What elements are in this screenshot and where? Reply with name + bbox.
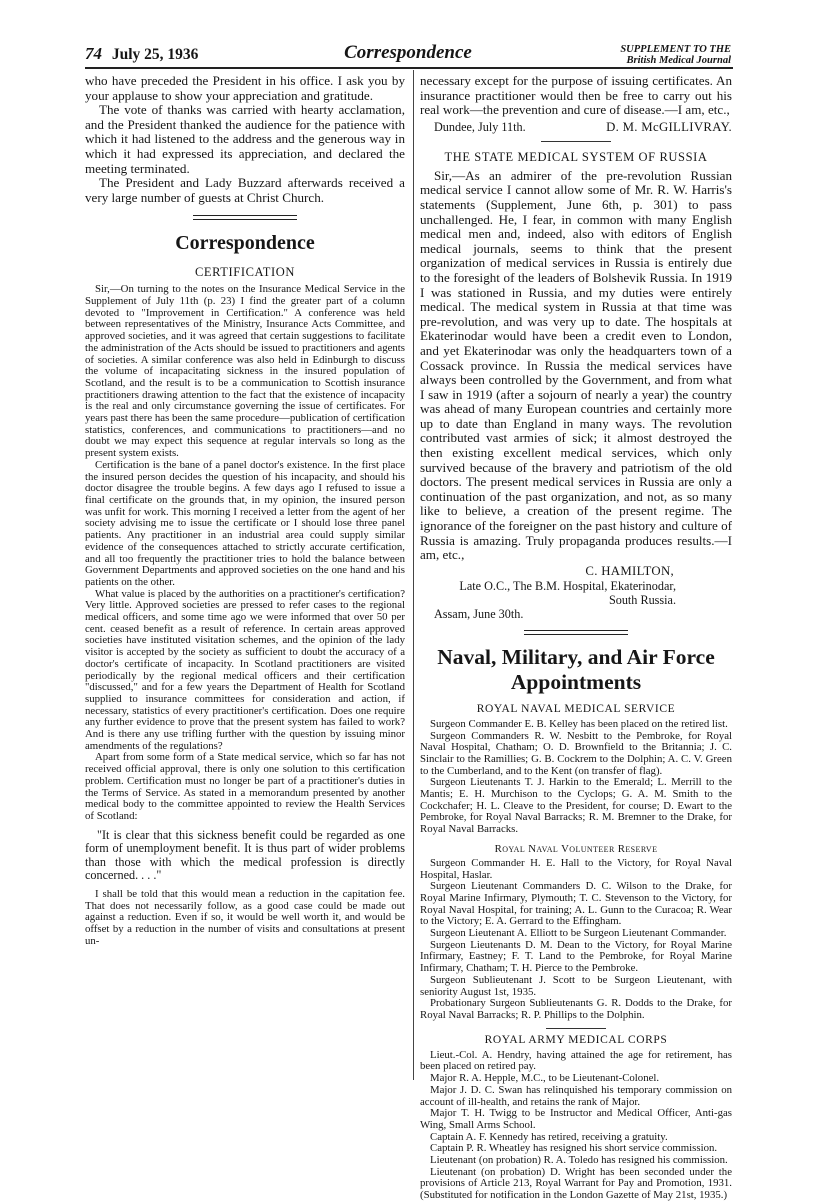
- appointment-item: Major J. D. C. Swan has relinquished his temporary commission on account of ill-health, and retains the rank of Major.: [420, 1083, 732, 1108]
- russia-heading: THE STATE MEDICAL SYSTEM OF RUSSIA: [444, 149, 708, 164]
- intro-paragraph: who have preceded the President in his office. I ask you by your applause to show your appreciation and gratitude.: [85, 73, 405, 103]
- russia-signature-title: [420, 579, 732, 607]
- quote-text: "It is clear that this sickness benefit could be regarded as one form of unemployment benefit. It is thus part of wider problems than those with which the medical profession is directly concerned. . . .": [85, 827, 405, 883]
- memorandum-quote: [85, 829, 405, 883]
- appointment-item: Surgeon Lieutenants T. J. Harkin to the Emerald; L. Merrill to the Mantis; E. H. Murchison to the Cyclops; G. A. M. Smith to the Cockchafer; H. L. Cleave to the President, for course; D. Ewart to the Pembroke, for Royal Naval Barracks; R. M. Bremner to the Drake, for Royal Naval Barracks.: [420, 776, 732, 836]
- russia-signature: C. HAMILTON,: [585, 563, 674, 578]
- page-number: 74: [85, 44, 102, 63]
- letter-signature: D. M. McGILLIVRAY.: [606, 119, 732, 134]
- appointment-item: Lieutenant (on probation) D. Wright has been seconded under the provisions of Article 213, Royal Warrant for Pay and Promotion, 1931. (Substituted for notification in the London Gazette of May 21st, 1935.): [420, 1165, 732, 1202]
- appointment-item: Surgeon Lieutenants D. M. Dean to the Victory, for Royal Marine Infirmary, Eastney; F. T. Land to the Pembroke, for Royal Marine Infirmary, Chatham; T. H. Pierce to the Pembroke.: [420, 938, 732, 975]
- supplement-line: SUPPLEMENT TO THE: [620, 44, 731, 55]
- correspondence-title: Correspondence: [175, 232, 315, 255]
- appointment-item: Surgeon Commander H. E. Hall to the Victory, for Royal Naval Hospital, Haslar.: [420, 856, 732, 881]
- certification-letter-end: [420, 74, 732, 118]
- header-rule: [85, 67, 733, 69]
- journal-name: [620, 44, 731, 66]
- letter-paragraph: Sir,—As an admirer of the pre-revolution Russian medical service I cannot allow some of Mr. R. W. Harris's statements (Supplement, June 6th, p. 301) to pass unchallenged. He, I fear, in common with many English medical men and, indeed, also with editors of English medical journals, seems to think that the present organization of medical services in Russia is entirely due to the foresight of the leaders of Bolshevik Russia. In 1919 I was stationed in Russia, and my duties were entirely medical. The medical system in Russia at that time was pre-revolution, and was very up to date. The hospitals at Ekaterinodar would have been a credit even to London, and yet Ekaterinodar was only the headquarters town of a Cossack province. In Russia the medical services have always been controlled by the Government, and from what I saw in 1919 (after a sojourn of nearly a year) the country was ahead of many European countries and certainly more up to date than England in many ways. The revolution contributed vast armies of sick; it almost destroyed the then existing excellent medical services, which only survived because of the bravery and patriotism of the old doctors. The present medical services in Russia are only a continuation of the past organization, and not, as so many like to believe, a creation of the present regime. The ignorance of the foreigner on the past history and culture of Russia is amazing. Truly propaganda produces results.—I am, etc.,: [420, 167, 732, 563]
- appointment-item: Surgeon Commander E. B. Kelley has been placed on the retired list.: [430, 717, 728, 730]
- letter-paragraph: I shall be told that this would mean a reduction in the capitation fee. That does not necessarily follow, as a good case could be made out against a reduction. Even if so, it would be well worth it, and would be offset by a reduction in the number of visits and consultations at present un-: [85, 888, 405, 947]
- russia-letter: [420, 169, 732, 563]
- letter-paragraph: Certification is the bane of a panel doctor's existence. In the first place the insured person decides the question of his incapacity, and should his doctor disagree the trouble begins. A few days ago I refused to issue a final certificate on the grounds that, in my opinion, the insured person was unfit for work. This morning I received a letter from the agent of her society advising me to issue the certificate or I should lose three panel patients. Any practitioner in an industrial area could supply similar evidence of the consequences attached to strictly accurate certification, and all too frequently the practitioner tries to hold the balance between Government Departments and approved societies on the one hand and his patients on the other.: [85, 458, 405, 588]
- vote-paragraph: The vote of thanks was carried with hearty acclamation, and the President thanked the audience for the patience with which it had listened to the address and the generous way in which it had expressed its appreciation, and declared the meeting terminated.: [85, 102, 405, 176]
- letter-divider: [541, 141, 611, 142]
- appointment-item: Captain P. R. Wheatley has resigned his short service commission.: [430, 1142, 718, 1155]
- continued-paragraph: necessary except for the purpose of issuing certificates. An insurance practitioner would then be free to carry out his real work—the prevention and cure of disease.—I am, etc.,: [420, 73, 732, 118]
- appointment-item: Probationary Surgeon Sublieutenants G. R. Dodds to the Drake, for Royal Naval Barracks; R. P. Phillips to the Dolphin.: [420, 997, 732, 1021]
- ramc-heading: ROYAL ARMY MEDICAL CORPS: [484, 1033, 668, 1046]
- issue-date: July 25, 1936: [111, 46, 199, 63]
- right-column: [420, 74, 732, 1202]
- appointment-item: Captain A. F. Kennedy has retired, receiving a gratuity.: [430, 1130, 668, 1143]
- appointment-item: Surgeon Lieutenant Commanders D. C. Wilson to the Drake, for Royal Marine Infirmary, Plymouth; T. C. Stevenson to the Victory, for Royal Naval Hospital, for training; A. L. Gunn to the Curacoa; R. Wear to the Victory; E. A. Gerrard to the Effingham.: [420, 880, 732, 928]
- certification-heading: CERTIFICATION: [194, 265, 296, 280]
- letter-paragraph: Apart from some form of a State medical service, which so far has not received official approval, there is only one solution to this certification problem. Certification must no longer be part of a practitioner's duties in the Terms of Service. As stated in a memorandum presented by another medical body to the committee appointed to review the Health Services of Scotland:: [85, 751, 405, 822]
- letter-paragraph: Sir,—On turning to the notes on the Insurance Medical Service in the Supplement of July 11th (p. 23) I find the greater part of a column devoted to "Improvement in Certification." A conference was held between representatives of the Ministry, Insurance Acts Committee, and approved societies, and it was agreed that certain suggestions to facilitate the administration of the Acts should be issued to practitioners and agents of societies. A similar conference was also held in Edinburgh to discuss the volume of incapacitating sickness in the insured population of Scotland, and the result is to be a communication to Scottish insurance practitioners drawing attention to the fact that the existence of incapacity is the real and only circumstance governing the issue of certificates. For years past there has been the same procedure—publication of certification statistics, conferences, and communications to practitioners—and no doubt we may expect this sequence at regular intervals so long as the present system exists.: [85, 283, 405, 460]
- presidential-address-end: [85, 74, 405, 205]
- appointment-item: Surgeon Commanders R. W. Nesbitt to the Pembroke, for Royal Naval Hospital, Chatham; O. D. Brownfield to the Britannia; J. C. Sinclair to the Ramillies; G. B. Cockrem to the Dolphin; A. C. V. Green to the Cumberland, and to the Kent (on transfer of flag).: [420, 729, 732, 777]
- subsection-divider: [546, 1028, 606, 1029]
- rnvr-heading: Royal Naval Volunteer Reserve: [494, 842, 658, 855]
- signature-line: South Russia.: [608, 592, 676, 607]
- section-heading: Correspondence: [344, 42, 472, 63]
- left-column: [85, 74, 405, 948]
- appointment-item: Major T. H. Twigg to be Instructor and Medical Officer, Anti-gas Wing, Small Arms School.: [420, 1107, 732, 1131]
- rn-medical-list: [420, 719, 732, 836]
- section-divider: [524, 630, 628, 635]
- certification-letter: [85, 284, 405, 947]
- column-divider: [413, 70, 414, 1080]
- ramc-list: [420, 1050, 732, 1202]
- letter-place-date: Dundee, July 11th.: [434, 119, 526, 134]
- russia-place-date: Assam, June 30th.: [434, 606, 524, 621]
- signature-row: [420, 120, 732, 135]
- rn-medical-heading: ROYAL NAVAL MEDICAL SERVICE: [476, 702, 676, 715]
- naval-appointments-title: Naval, Military, and Air Force Appointments: [437, 644, 715, 694]
- appointment-item: Lieut.-Col. A. Hendry, having attained the age for retirement, has been placed on retired pay.: [420, 1048, 732, 1073]
- appointment-item: Surgeon Sublieutenant J. Scott to be Surgeon Lieutenant, with seniority August 1st, 1935.: [420, 973, 732, 998]
- letter-paragraph: What value is placed by the authorities on a practitioner's certification? Very little. Approved societies are pressed to refer cases to the regional medical officers, and some time ago we were informed that over 50 per cent. ceased benefit as a result of reference. In certain areas approved societies have instituted visitation schemes, and the opinion of the lady visitor is accepted by the society as sufficient to doubt the accuracy of a doctor's certificate of incapacity. In Scotland practitioners are visited periodically by the regional medical officers and their certification "discussed," and for a few years the Department of Health for Scotland supplied to insurance committees for consideration and action, if necessary, statistics of every practitioner's certification. Does one require any further evidence to prove that the present system has failed to work? And is there any use trifling further with the question by issuing minor amendments of the regulations?: [85, 587, 405, 752]
- signature-line: Late O.C., The B.M. Hospital, Ekaterinodar,: [459, 578, 676, 593]
- appointment-item: Surgeon Lieutenant A. Elliott to be Surgeon Lieutenant Commander.: [430, 927, 727, 940]
- section-divider: [193, 215, 297, 220]
- rnvr-list: [420, 858, 732, 1022]
- reception-paragraph: The President and Lady Buzzard afterwards received a very large number of guests at Christ Church.: [85, 175, 405, 205]
- journal-title-line: British Medical Journal: [626, 55, 731, 66]
- appointment-item: Lieutenant (on probation) R. A. Toledo has resigned his commission.: [430, 1154, 728, 1167]
- appointment-item: Major R. A. Hepple, M.C., to be Lieutenant-Colonel.: [430, 1072, 660, 1085]
